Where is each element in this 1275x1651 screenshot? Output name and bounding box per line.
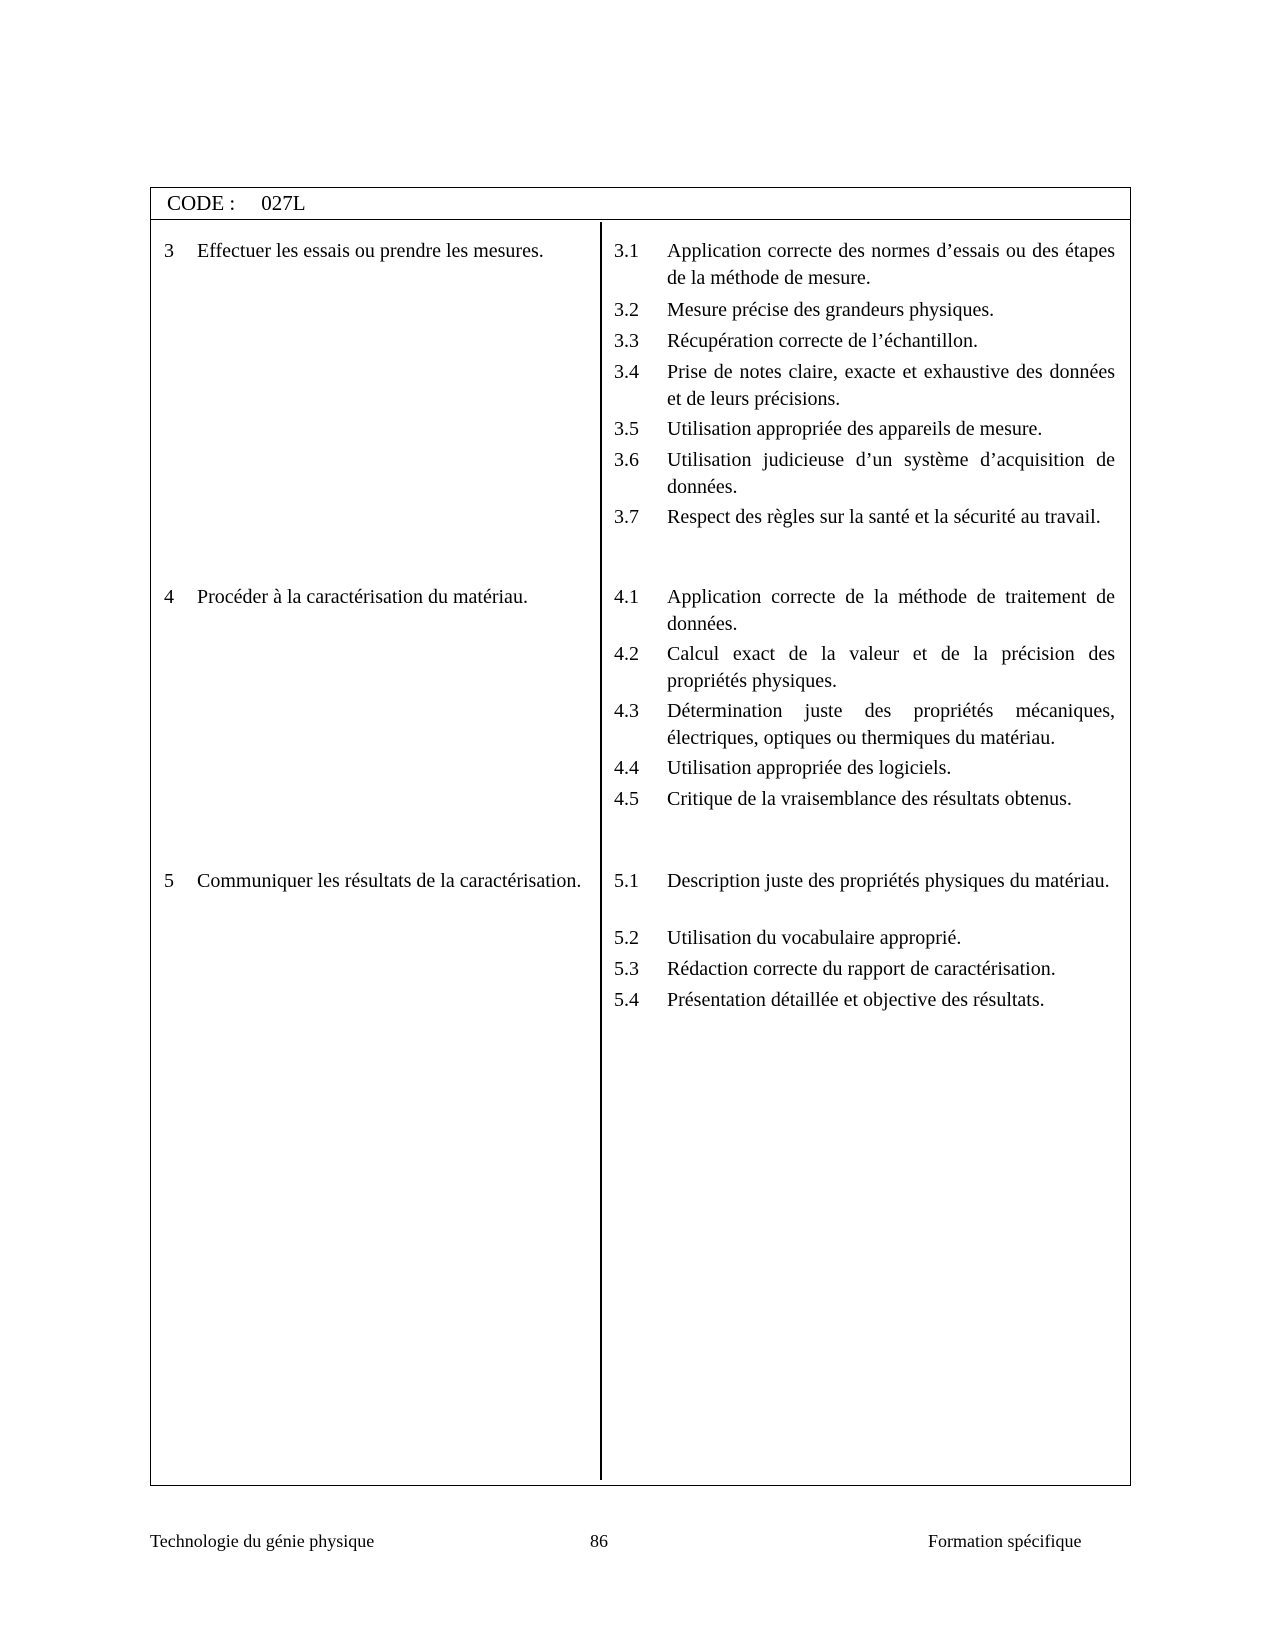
footer-section-name: Formation spécifique xyxy=(928,1531,1082,1551)
criterion-text: Récupération correcte de l’échantillon. xyxy=(667,330,978,352)
criterion-text: Utilisation judicieuse d’un système d’acquisition de données. xyxy=(667,449,1115,498)
criterion-number: 3.4 xyxy=(614,361,639,383)
criterion-text: Détermination juste des propriétés mécaniques, électriques, optiques ou thermiques du matériau. xyxy=(667,700,1115,749)
criterion-text: Application correcte des normes d’essais ou des étapes de la méthode de mesure. xyxy=(667,240,1115,289)
competency-number: 4 xyxy=(164,586,174,608)
criterion-number: 3.7 xyxy=(614,506,639,528)
criterion-text: Utilisation appropriée des appareils de mesure. xyxy=(667,418,1043,440)
criterion-number: 5.4 xyxy=(614,989,639,1011)
criterion-number: 4.2 xyxy=(614,643,639,665)
criterion-text: Présentation détaillée et objective des résultats. xyxy=(667,989,1045,1011)
criterion-number: 3.2 xyxy=(614,299,639,321)
criterion-number: 5.3 xyxy=(614,958,639,980)
criterion-text: Critique de la vraisemblance des résultats obtenus. xyxy=(667,788,1072,810)
code-label: CODE : xyxy=(167,191,236,215)
criterion-number: 4.4 xyxy=(614,757,639,779)
criterion-number: 3.1 xyxy=(614,240,639,262)
criterion-text: Rédaction correcte du rapport de caractérisation. xyxy=(667,958,1056,980)
footer-page-number: 86 xyxy=(590,1531,608,1551)
criterion-number: 4.1 xyxy=(614,586,639,608)
code-header xyxy=(167,189,306,217)
criterion-text: Respect des règles sur la santé et la sécurité au travail. xyxy=(667,506,1101,528)
competency-number: 3 xyxy=(164,240,174,262)
criterion-number: 5.1 xyxy=(614,870,639,892)
criterion-text: Prise de notes claire, exacte et exhaustive des données et de leurs précisions. xyxy=(667,361,1115,410)
criterion-number: 4.5 xyxy=(614,788,639,810)
criterion-text: Description juste des propriétés physiques du matériau. xyxy=(667,870,1110,892)
competency-text: Procéder à la caractérisation du matériau. xyxy=(197,586,528,608)
criterion-text: Utilisation appropriée des logiciels. xyxy=(667,757,952,779)
competency-number: 5 xyxy=(164,870,174,892)
criterion-number: 4.3 xyxy=(614,700,639,722)
criterion-text: Calcul exact de la valeur et de la précision des propriétés physiques. xyxy=(667,643,1115,692)
column-divider xyxy=(600,222,602,1480)
criterion-number: 5.2 xyxy=(614,927,639,949)
criterion-number: 3.5 xyxy=(614,418,639,440)
competency-text: Effectuer les essais ou prendre les mesures. xyxy=(197,240,544,262)
criterion-text: Mesure précise des grandeurs physiques. xyxy=(667,299,995,321)
criterion-number: 3.3 xyxy=(614,330,639,352)
header-rule xyxy=(150,219,1131,220)
code-value: 027L xyxy=(261,191,306,215)
criterion-text: Utilisation du vocabulaire approprié. xyxy=(667,927,962,949)
footer-program-name: Technologie du génie physique xyxy=(150,1531,375,1551)
criterion-number: 3.6 xyxy=(614,449,639,471)
competency-text: Communiquer les résultats de la caractérisation. xyxy=(197,870,582,892)
criterion-text: Application correcte de la méthode de traitement de données. xyxy=(667,586,1115,635)
